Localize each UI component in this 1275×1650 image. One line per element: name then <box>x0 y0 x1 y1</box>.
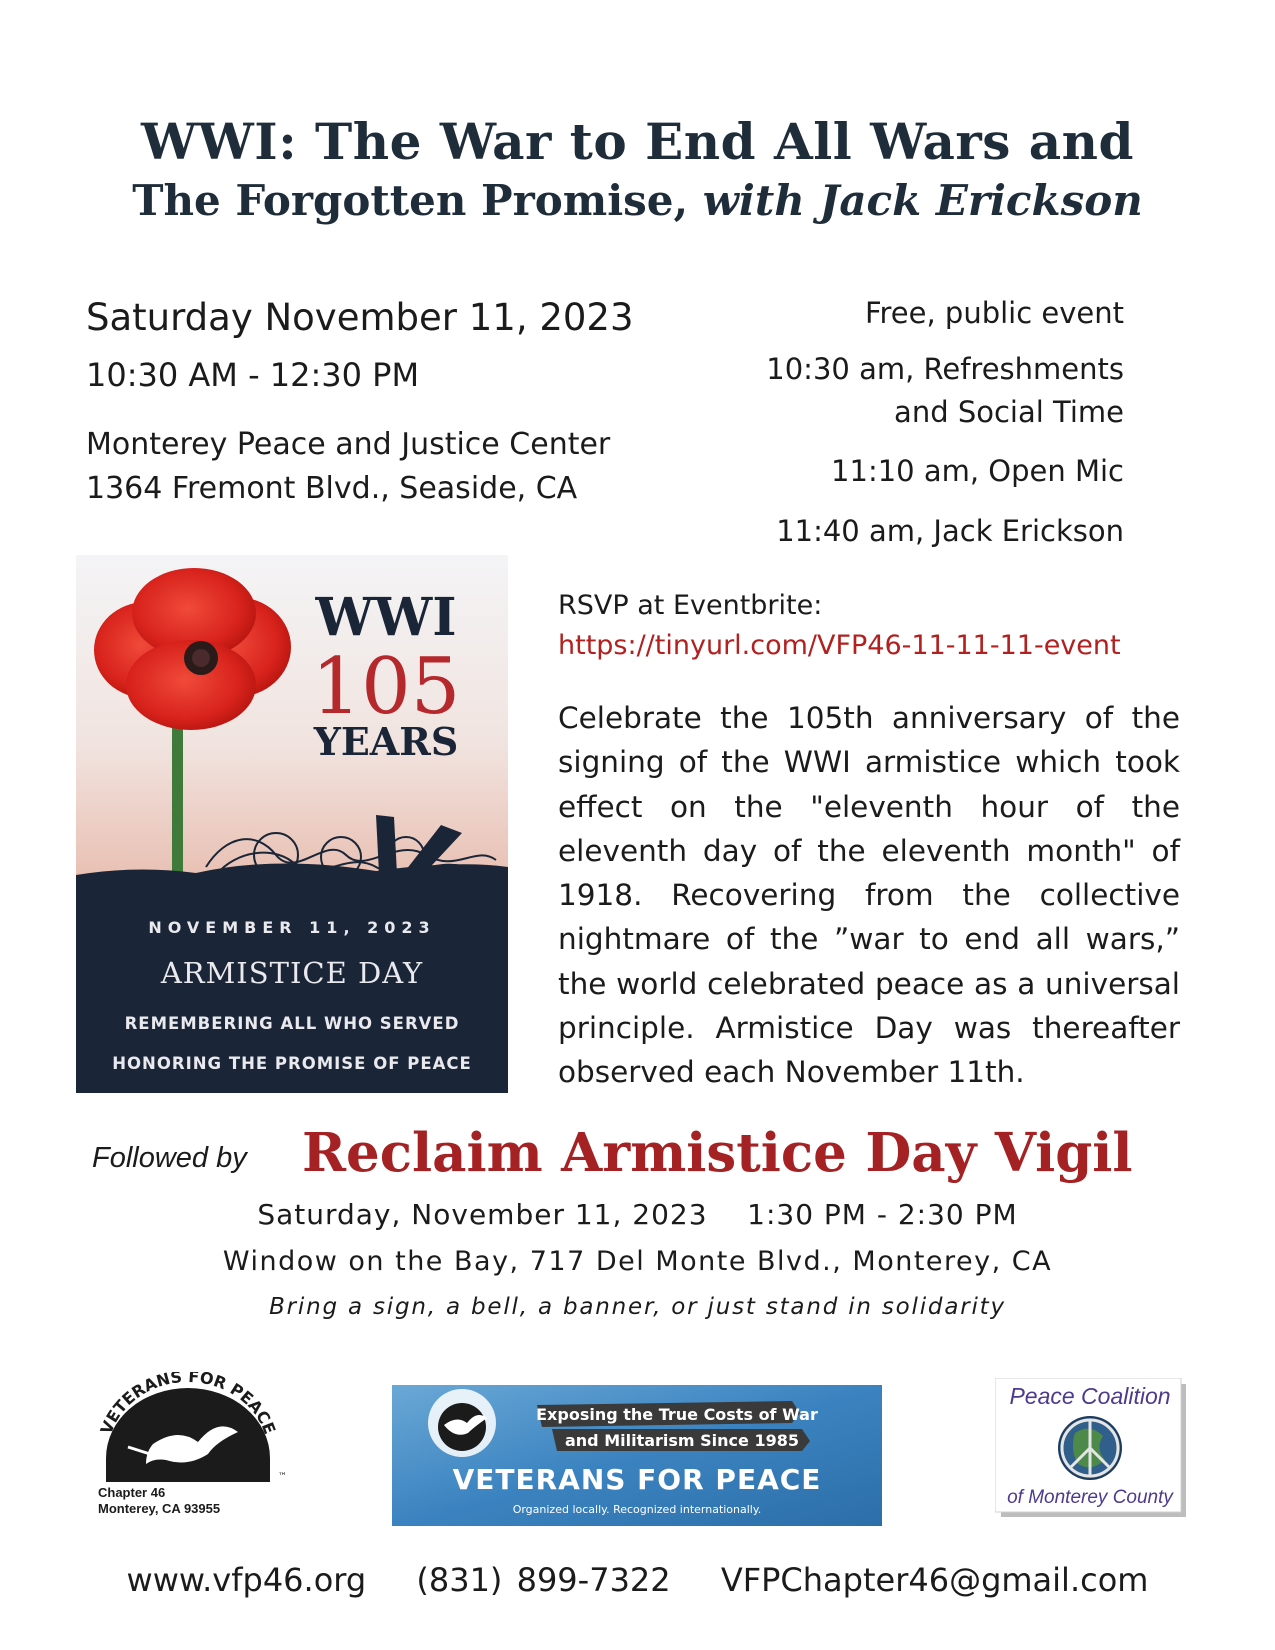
flyer-title-line1: WWI: The War to End All Wars and <box>141 112 1134 171</box>
poster-armistice-text: ARMISTICE DAY <box>160 956 424 990</box>
phone-number: (831) 899-7322 <box>416 1561 671 1599</box>
dove-icon <box>88 1372 288 1517</box>
flyer-title-line2 <box>0 176 1275 225</box>
email-link[interactable]: VFPChapter46@gmail.com <box>720 1561 1149 1599</box>
event-time: 10:30 AM - 12:30 PM <box>86 356 420 394</box>
vigil-title: Reclaim Armistice Day Vigil <box>302 1122 1133 1184</box>
website-link[interactable]: www.vfp46.org <box>126 1561 367 1599</box>
contact-footer <box>0 1561 1275 1599</box>
event-description: Celebrate the 105th anniversary of the signing of the WWI armistice which took effect on the "eleventh hour of the eleventh day of the eleventh month" of 1918. Recovering from the collective nightmare of the ”war to end all wars,” the world celebrated peace as a universal principle. Armistice Day was thereafter observed each November 11th. <box>558 701 1180 1090</box>
vfp-arc-text: VETERANS FOR PEACE <box>96 1372 280 1437</box>
poster-105-text: 105 <box>311 642 461 732</box>
poster-date-text: NOVEMBER 11, 2023 <box>148 918 436 937</box>
pc-top-text: Peace Coalition <box>1009 1383 1171 1409</box>
peace-coalition-graphic <box>995 1378 1188 1519</box>
event-date: Saturday November 11, 2023 <box>86 296 634 339</box>
peace-coalition-logo <box>995 1378 1188 1519</box>
vfp-tm-mark: ™ <box>278 1472 287 1482</box>
poster-years-text: YEARS <box>313 719 459 764</box>
event-address: 1364 Fremont Blvd., Seaside, CA <box>86 471 578 506</box>
vfp-chapter-text: Chapter 46 <box>98 1485 166 1500</box>
schedule-item-speaker: 11:40 am, Jack Erickson <box>776 514 1124 548</box>
poster-remembering-text: REMEMBERING ALL WHO SERVED <box>124 1014 460 1033</box>
schedule-item-refreshments-line1: 10:30 am, Refreshments <box>766 352 1124 386</box>
schedule-item-refreshments <box>766 348 1124 434</box>
vfp-banner-image <box>392 1385 882 1526</box>
rsvp-link[interactable]: https://tinyurl.com/VFP46-11-11-11-event <box>558 630 1121 661</box>
vigil-location: Window on the Bay, 717 Del Monte Blvd., Monterey, CA <box>222 1246 1053 1277</box>
poster-wwi-text: WWI <box>315 587 457 648</box>
vfp-chapter-logo <box>88 1372 288 1517</box>
banner-line1-text: Exposing the True Costs of War <box>536 1405 818 1424</box>
pc-bottom-text: of Monterey County <box>1007 1487 1173 1508</box>
vfp-banner-graphic <box>392 1385 882 1526</box>
peace-globe-icon <box>1058 1416 1122 1480</box>
followed-by-label: Followed by <box>92 1142 247 1174</box>
free-event-note: Free, public event <box>864 296 1124 330</box>
vigil-datetime: Saturday, November 11, 2023 1:30 PM - 2:30 PM <box>257 1198 1018 1231</box>
title-main-text: The Forgotten Promise, <box>132 176 689 225</box>
poster-honoring-text: HONORING THE PROMISE OF PEACE <box>112 1054 472 1073</box>
schedule-item-open-mic: 11:10 am, Open Mic <box>831 454 1124 488</box>
armistice-poster-image <box>76 555 508 1093</box>
schedule-item-refreshments-line2: and Social Time <box>894 395 1124 429</box>
event-venue: Monterey Peace and Justice Center <box>86 427 611 462</box>
banner-line2-text: and Militarism Since 1985 <box>564 1431 800 1450</box>
title-speaker-text: with Jack Erickson <box>702 176 1143 225</box>
banner-sub-text: Organized locally. Recognized internationally. <box>512 1503 762 1516</box>
rsvp-label: RSVP at Eventbrite: <box>558 590 823 621</box>
vfp-city-text: Monterey, CA 93955 <box>98 1501 221 1516</box>
vigil-note: Bring a sign, a bell, a banner, or just stand in solidarity <box>269 1294 1006 1320</box>
banner-main-text: VETERANS FOR PEACE <box>452 1463 822 1496</box>
poppy-illustration <box>76 555 508 1093</box>
